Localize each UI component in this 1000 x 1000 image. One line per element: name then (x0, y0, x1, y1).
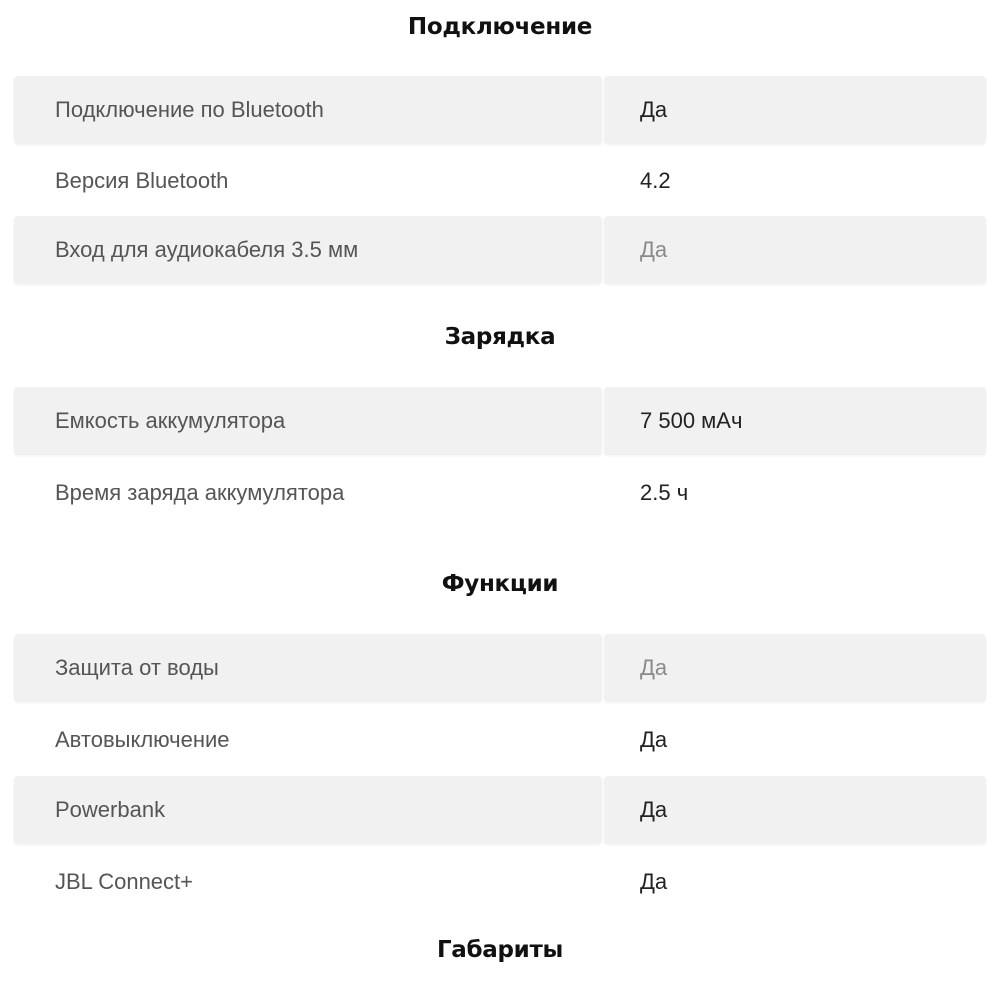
spec-label: Защита от воды (14, 634, 602, 702)
spec-row-water-protection (14, 634, 986, 702)
spec-value: Да (604, 216, 986, 284)
spec-value: 2.5 ч (640, 480, 689, 505)
spec-row-battery-capacity (14, 387, 986, 455)
section-title-dimensions: Габариты (436, 937, 564, 963)
section-title-connection: Подключение (407, 14, 593, 40)
spec-row-auto-off (14, 706, 986, 774)
spec-label: Powerbank (14, 776, 602, 844)
section-title-charging: Зарядка (444, 324, 556, 350)
spec-label: Автовыключение (55, 727, 230, 752)
spec-label: Время заряда аккумулятора (55, 480, 345, 505)
spec-label: Емкость аккумулятора (14, 387, 602, 455)
spec-value: Да (604, 776, 986, 844)
spec-value: 4.2 (640, 168, 671, 193)
spec-label: Версия Bluetooth (55, 168, 229, 193)
spec-value: Да (604, 634, 986, 702)
spec-row-jbl-connect (14, 848, 986, 916)
spec-label: JBL Connect+ (55, 869, 193, 894)
spec-row-powerbank (14, 776, 986, 844)
spec-value: Да (640, 869, 668, 894)
spec-row-audio-input (14, 216, 986, 284)
spec-row-charge-time (14, 459, 986, 527)
spec-label: Подключение по Bluetooth (14, 76, 602, 144)
spec-value: Да (640, 727, 668, 752)
spec-value: Да (604, 76, 986, 144)
section-title-functions: Функции (441, 571, 559, 597)
spec-row-bluetooth (14, 76, 986, 144)
spec-label: Вход для аудиокабеля 3.5 мм (14, 216, 602, 284)
spec-value: 7 500 мАч (604, 387, 986, 455)
spec-row-bluetooth-version (14, 147, 986, 215)
